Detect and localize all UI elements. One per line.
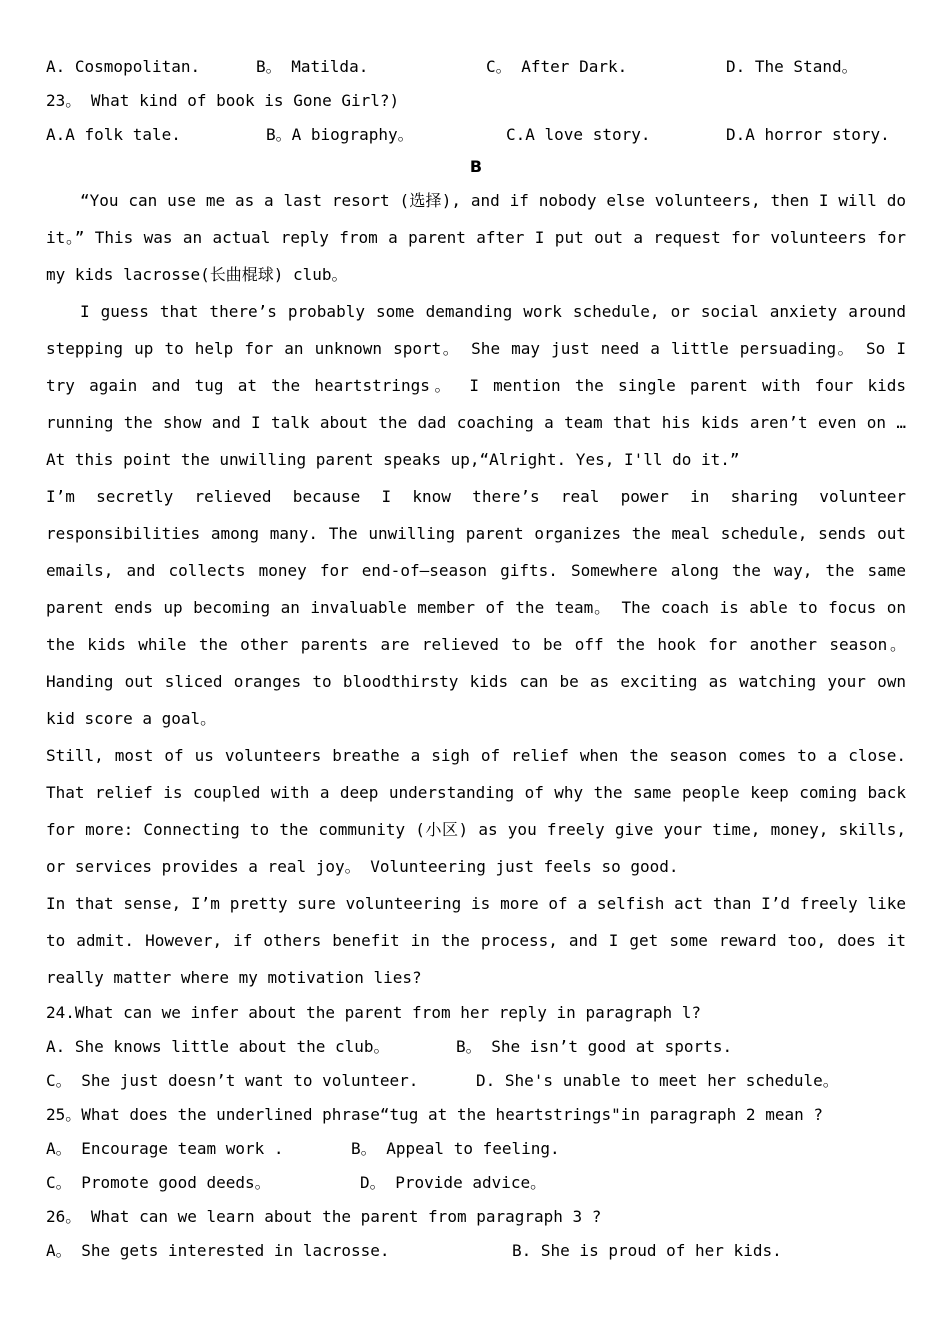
passage-paragraph-3: I’m secretly relieved because I know there’s real power in sharing volunteer responsibilities among many. The unwilling parent organizes the meal schedule, sends out emails, and collects money for end-of—season gifts. Somewhere along the way, the same parent ends up becoming an invaluable member of the team。 The coach is able to focus on the kids while the other parents are relieved to be off the hook for another season。 Handing out sliced oranges to bloodthirsty kids can be as exciting as watching your own kid score a goal。: [46, 487, 907, 728]
q22-option-c: C。 After Dark.: [486, 57, 628, 76]
q23-option-a: A.A folk tale.: [46, 125, 181, 144]
q25-option-a: A。 Encourage team work .: [46, 1139, 284, 1158]
q23-options: [46, 118, 906, 152]
q25-option-c: C。 Promote good deeds。: [46, 1173, 271, 1192]
passage-paragraph-1: “You can use me as a last resort (选择), and if nobody else volunteers, then I will do it。” This was an actual reply from a parent after I put out a request for volunteers for my kids lacrosse(长曲棍球) club。: [46, 191, 906, 284]
passage-paragraph-4: Still, most of us volunteers breathe a sigh of relief when the season comes to a close. That relief is coupled with a deep understanding of why the same people keep coming back for more: Connecting to the community (小区) as you freely give your time, money, skills, or services provides a real joy。 Volunteering just feels so good.: [46, 746, 906, 876]
q24-options-row-2: [46, 1064, 906, 1098]
section-label: B: [469, 157, 483, 176]
q24-option-d: D. She's unable to meet her schedule。: [476, 1071, 839, 1090]
q26-options: [46, 1234, 906, 1268]
q22-option-d: D. The Stand。: [726, 57, 858, 76]
q24-option-b: B。 She isn’t good at sports.: [456, 1037, 733, 1056]
q23-option-d: D.A horror story.: [726, 125, 890, 144]
q26-stem: 26。 What can we learn about the parent from paragraph 3 ?: [46, 1207, 602, 1226]
q23-stem: 23。 What kind of book is Gone Girl?): [46, 91, 400, 110]
q24-stem: 24.What can we infer about the parent from her reply in paragraph l?: [46, 1003, 702, 1022]
q26-option-b: B. She is proud of her kids.: [512, 1241, 782, 1260]
passage-paragraph-2: I guess that there’s probably some demanding work schedule, or social anxiety around stepping up to help for an unknown sport。 She may just need a little persuading。 So I try again and tug at the heartstrings。 I mention the single parent with four kids running the show and I talk about the dad coaching a team that his kids aren’t even on … At this point the unwilling parent speaks up,“Alright. Yes, I'll do it.”: [46, 302, 906, 469]
q23-option-b: B。A biography。: [266, 125, 414, 144]
q25-options-row-2: [46, 1166, 906, 1200]
q22-option-a: A. Cosmopolitan.: [46, 57, 201, 76]
q22-options: [46, 50, 906, 84]
q25-option-d: D。 Provide advice。: [360, 1173, 547, 1192]
q24-option-a: A. She knows little about the club。: [46, 1037, 390, 1056]
q23-option-c: C.A love story.: [506, 125, 651, 144]
q25-options-row-1: [46, 1132, 906, 1166]
passage-paragraph-5: In that sense, I’m pretty sure volunteering is more of a selfish act than I’d freely like to admit. However, if others benefit in the process, and I get some reward too, does it really matter where my motivation lies?: [46, 894, 906, 987]
q22-option-b: B。 Matilda.: [256, 57, 369, 76]
q24-options-row-1: [46, 1030, 906, 1064]
q26-option-a: A。 She gets interested in lacrosse.: [46, 1241, 390, 1260]
q24-option-c: C。 She just doesn’t want to volunteer.: [46, 1071, 419, 1090]
exam-page: [46, 50, 906, 1268]
q25-stem: 25。What does the underlined phrase“tug at the heartstrings"in paragraph 2 mean ?: [46, 1105, 823, 1124]
q25-option-b: B。 Appeal to feeling.: [351, 1139, 560, 1158]
